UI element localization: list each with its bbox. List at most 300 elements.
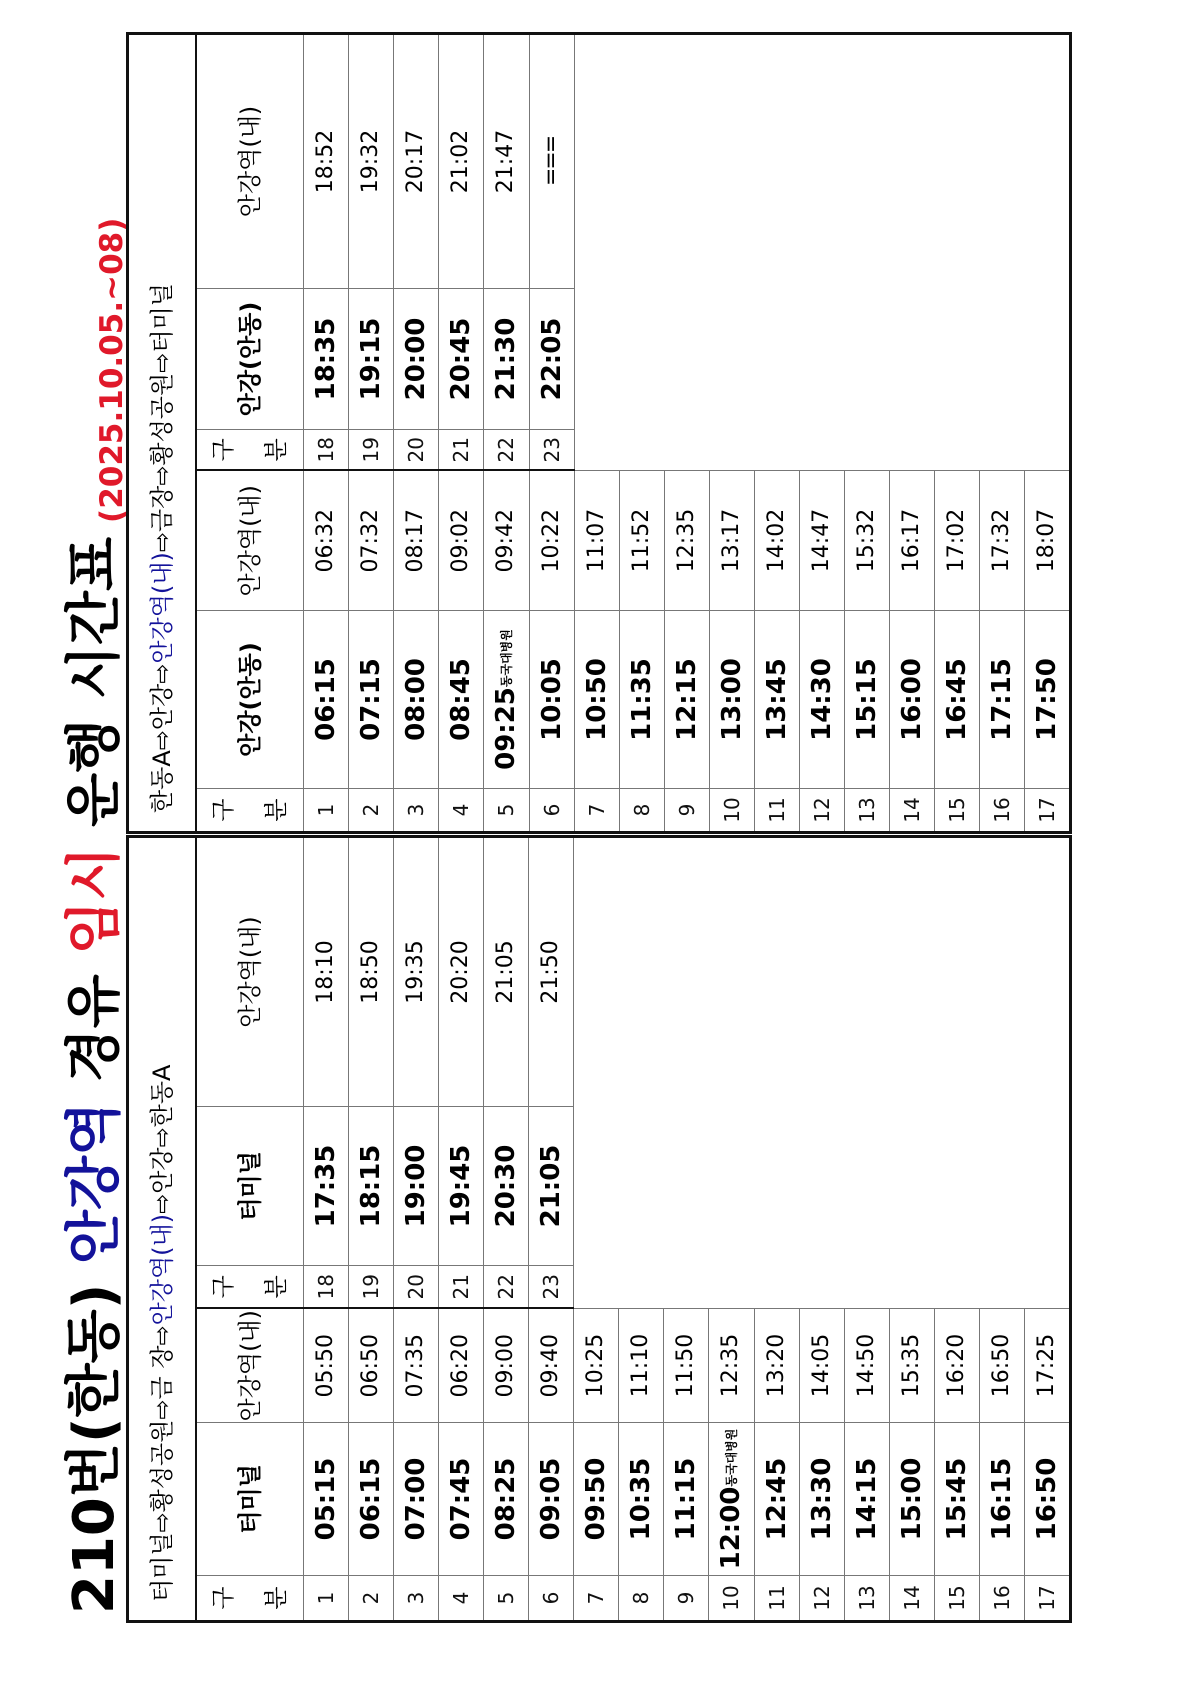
departure-time [889,1423,934,1576]
row-number [799,1576,844,1622]
row-number [934,789,979,833]
row-number-text: 20 [404,1274,428,1300]
station-time-text: 16:20 [943,1333,969,1398]
table-row [439,837,484,1622]
row-number-text: 16 [989,797,1014,823]
row-number-text: 12 [809,797,834,823]
departure-time-text: 16:15 [986,1457,1017,1541]
title-station: 안강역 [62,1101,127,1265]
station-time [709,471,754,611]
departure-time-text: 21:05 [536,1144,566,1228]
route-part: 터미널⇨황성공원⇨금 장⇨ [148,1325,176,1602]
departure-time [934,1423,979,1576]
station-time-text: 15:35 [898,1333,924,1398]
row-number [889,789,934,833]
row-number [304,430,349,471]
departure-time [889,611,934,789]
station-time-text: 12:35 [673,508,699,573]
station-time-text: === [538,136,564,187]
row-number-text: 23 [539,1274,563,1300]
row-number [484,789,530,833]
row-number-text: 14 [899,797,924,823]
station-time-text: 11:52 [628,508,654,573]
station-time [484,1309,529,1423]
station-time [934,471,979,611]
station-time-text: 18:07 [1033,508,1059,573]
row-number-text: 8 [629,1591,653,1605]
row-number-text: 23 [539,437,564,463]
header-angang: 안강(안동) [196,289,304,430]
station-time-text: 10:25 [583,1333,608,1398]
header-anganguk: 안강역(내) [196,837,304,1107]
empty-area [574,33,1070,470]
row-number-text: 22 [494,1274,518,1300]
station-time [349,471,394,611]
departure-time-text: 11:15 [671,1457,701,1541]
row-number-text: 9 [674,803,699,817]
departure-time [349,289,394,430]
departure-time [574,1423,619,1576]
departure-time-text: 18:15 [356,1144,386,1228]
station-time-text: 17:32 [988,508,1014,573]
departure-time [394,611,439,789]
departure-time-text: 20:00 [401,317,431,401]
table-row [304,837,349,1622]
station-time [304,471,349,611]
departure-time-text: 10:50 [581,658,612,741]
departure-time-text: 20:30 [491,1144,521,1228]
row-number-text: 11 [764,1585,789,1611]
departure-time-text: 10:35 [626,1457,656,1541]
row-number-text: 10 [719,797,744,823]
table-row [574,33,619,832]
row-number [934,1576,979,1622]
row-number-text: 14 [899,1585,924,1611]
station-time-text: 08:17 [403,509,428,573]
row-number [394,789,439,833]
table-row [574,837,619,1622]
row-number [979,1576,1024,1622]
station-time-text: 15:32 [853,508,879,573]
station-time-text: 21:02 [448,129,473,194]
departure-time [709,1423,755,1576]
departure-time [979,1423,1024,1576]
departure-time-text: 09:05 [536,1457,566,1541]
station-time-text: 09:02 [448,509,473,573]
row-number [1024,1576,1070,1622]
departure-time-text: 19:45 [446,1144,476,1228]
table-row [439,33,484,832]
station-time-text: 19:35 [403,940,428,1004]
station-time-text: 18:52 [313,129,338,194]
station-time-text: 09:40 [538,1334,563,1398]
row-number [889,1576,934,1622]
row-number-text: 8 [629,803,654,817]
station-time-text: 11:50 [673,1333,698,1398]
station-time [349,1309,394,1423]
station-time [394,33,439,288]
station-time [394,1309,439,1423]
station-time-text: 14:02 [763,508,789,573]
station-time-text: 21:05 [493,940,518,1004]
row-number-text: 7 [584,803,609,817]
row-number [394,1266,439,1309]
row-number [754,1576,799,1622]
departure-time [439,1107,484,1266]
table-row [529,33,574,832]
row-number-text: 6 [539,803,564,817]
departure-time [484,289,530,430]
row-number [529,430,574,471]
row-number-text: 17 [1034,797,1059,823]
route-part: ⇨금장⇨황성공원⇨터미널 [148,283,176,553]
route-description [128,33,197,832]
departure-time-text: 05:15 [311,1457,341,1541]
departure-time [349,1107,394,1266]
departure-time-text: 14:30 [806,658,837,741]
schedule-table-terminal-to-handong [126,835,1072,1623]
table-row [349,33,394,832]
departure-time-text: 15:15 [851,658,882,741]
row-number [349,1576,394,1622]
row-number-text: 19 [359,437,383,463]
departure-time-text: 19:15 [356,317,386,401]
departure-time [844,611,889,789]
station-time [979,471,1024,611]
station-time [1024,1309,1070,1423]
row-number [439,430,484,471]
title-route: 210번(한동) [62,1264,127,1614]
departure-time-text: 10:05 [536,658,567,741]
row-number [439,1576,484,1622]
station-time [754,471,799,611]
station-time [484,33,530,288]
station-time-text: 14:47 [808,508,834,573]
station-time-text: 16:17 [898,508,924,573]
station-time [574,471,619,611]
station-time-text: 06:20 [448,1334,473,1398]
station-time-text: 07:32 [358,509,383,573]
row-number-text: 21 [449,1274,473,1300]
row-number [529,1266,574,1309]
row-number-text: 17 [1034,1585,1059,1611]
departure-time [349,611,394,789]
departure-time-text: 08:00 [401,658,431,741]
row-number-text: 15 [944,797,969,823]
row-number [439,1266,484,1309]
departure-time-text: 16:45 [941,658,972,741]
station-time [529,1309,574,1423]
departure-time-text: 13:45 [761,658,792,741]
departure-time-text: 06:15 [356,1457,386,1541]
station-time-text: 13:17 [718,508,744,573]
departure-time-text: 07:45 [446,1457,476,1541]
station-time-text: 18:50 [358,940,383,1004]
header-gu: 구분 [196,1266,304,1309]
station-time [1024,471,1070,611]
station-time [529,33,574,288]
table-row [529,837,574,1622]
title-temporary: 임시 [62,846,127,955]
row-number [304,1266,349,1309]
header-gu: 구분 [196,1576,304,1622]
station-time-text: 09:00 [493,1334,518,1398]
title-schedule: 운행 시간표 [62,536,127,847]
row-number-text: 22 [494,437,519,463]
station-time-text: 11:10 [628,1333,653,1398]
departure-time-text: 08:45 [446,658,476,741]
header-angang: 안강(안동) [196,611,304,789]
departure-time [619,611,664,789]
row-number [439,789,484,833]
departure-time [484,1423,529,1576]
row-number-text: 19 [359,1274,383,1300]
row-number [394,1576,439,1622]
departure-time [934,611,979,789]
departure-time [529,1423,574,1576]
header-terminal: 터미널 [196,1423,304,1576]
header-anganguk: 안강역(내) [196,1309,304,1423]
row-number-text: 6 [539,1591,563,1605]
route-station: 안강역(내) [148,552,176,664]
station-time [529,471,574,611]
departure-time [754,611,799,789]
row-number [619,789,664,833]
row-number-text: 18 [314,437,338,463]
departure-time-text: 21:30 [491,317,522,401]
table-row [304,33,349,832]
station-time-text: 13:20 [763,1333,789,1398]
departure-time-text: 07:00 [401,1457,431,1541]
row-number-text: 3 [404,1591,428,1605]
departure-time [529,611,574,789]
station-time [664,1309,709,1423]
station-time [529,837,574,1107]
station-time-text: 06:50 [358,1334,383,1398]
row-number [394,430,439,471]
departure-time-text: 19:00 [401,1144,431,1228]
hospital-note: 동국대병원 [724,1428,739,1487]
departure-time [349,1423,394,1576]
row-number [979,789,1024,833]
title-via: 경유 [62,954,127,1102]
station-time [304,33,349,288]
departure-time [574,611,619,789]
station-time-text: 10:22 [538,509,564,573]
row-number-text: 13 [854,1585,879,1611]
row-number-text: 2 [359,1591,383,1605]
departure-time-text: 07:15 [356,658,386,741]
station-time [844,1309,889,1423]
header-anganguk: 안강역(내) [196,471,304,611]
route-station: 안강역(내) [148,1213,176,1326]
station-time-text: 14:50 [853,1333,879,1398]
station-time [394,837,439,1107]
row-number-text: 4 [449,1591,473,1605]
row-number [844,789,889,833]
station-time [349,837,394,1107]
departure-time [304,1107,349,1266]
station-time [889,471,934,611]
station-time-text: 05:50 [313,1334,338,1398]
station-time-text: 11:07 [583,508,609,573]
row-number-text: 21 [449,437,473,463]
row-number [709,1576,755,1622]
departure-time-text: 17:15 [986,658,1017,741]
row-number [529,789,574,833]
departure-time-text: 18:35 [311,317,341,401]
row-number [574,789,619,833]
station-time-text: 21:50 [538,940,563,1004]
row-number [484,430,530,471]
station-time-text: 20:17 [403,129,428,194]
station-time [619,1309,664,1423]
row-number [349,1266,394,1309]
departure-time [394,1107,439,1266]
table-row [484,33,530,832]
departure-time [664,611,709,789]
row-number-text: 15 [944,1585,969,1611]
departure-time [619,1423,664,1576]
station-time-text: 17:02 [943,508,969,573]
departure-time-text: 11:35 [626,658,657,741]
station-time [934,1309,979,1423]
station-time-text: 06:32 [313,509,338,573]
station-time-text: 16:50 [988,1333,1014,1398]
departure-time [799,611,844,789]
table-row [394,837,439,1622]
route-description [128,837,197,1622]
departure-time-text: 09:25 [491,687,521,770]
table-row [484,837,529,1622]
departure-time [304,611,349,789]
row-number-text: 9 [674,1591,698,1605]
departure-time [529,1107,574,1266]
departure-time [664,1423,709,1576]
departure-time-text: 16:00 [896,658,927,741]
row-number-text: 12 [809,1585,834,1611]
departure-time [979,611,1024,789]
station-time [484,837,529,1107]
station-time-text: 14:05 [808,1333,834,1398]
station-time-text: 20:20 [448,940,473,1004]
row-number [844,1576,889,1622]
station-time [574,1309,619,1423]
departure-time-text: 20:45 [446,317,476,401]
row-number [1024,789,1070,833]
row-number-text: 4 [449,803,473,817]
row-number-text: 13 [854,797,879,823]
row-number-text: 5 [494,803,519,817]
row-number-text: 10 [719,1585,744,1611]
departure-time [439,611,484,789]
row-number [664,1576,709,1622]
departure-time-text: 12:45 [761,1457,792,1541]
departure-time-text: 17:50 [1031,658,1062,741]
row-number [484,1266,529,1309]
row-number-text: 1 [314,1591,338,1605]
departure-time [529,289,574,430]
header-gu: 구분 [196,789,304,833]
departure-time-text: 13:00 [716,658,747,741]
station-time-text: 07:35 [403,1334,428,1398]
hospital-note: 동국대병원 [499,629,514,688]
station-time [664,471,709,611]
row-number [754,789,799,833]
departure-time-text: 16:50 [1031,1457,1062,1541]
departure-time [439,1423,484,1576]
departure-time-text: 15:45 [941,1457,972,1541]
departure-time [754,1423,799,1576]
row-number [574,1576,619,1622]
empty-area [574,837,1071,1309]
departure-time [394,1423,439,1576]
station-time [394,471,439,611]
departure-time-text: 12:15 [671,658,702,741]
row-number [304,789,349,833]
route-part: 한동A⇨안강⇨ [148,663,176,813]
row-number [304,1576,349,1622]
row-number [619,1576,664,1622]
station-time [979,1309,1024,1423]
departure-time-text: 17:35 [311,1144,341,1228]
departure-time [484,611,530,789]
departure-time-text: 12:00 [716,1486,746,1570]
row-number-text: 20 [404,437,428,463]
row-number [709,789,754,833]
schedule-table-handong-to-terminal [126,32,1072,834]
station-time-text: 17:25 [1033,1333,1059,1398]
station-time [709,1309,755,1423]
departure-time-text: 15:00 [896,1457,927,1541]
departure-time [304,289,349,430]
departure-time [484,1107,529,1266]
departure-time-text: 06:15 [311,658,341,741]
station-time [439,471,484,611]
row-number-text: 16 [989,1585,1014,1611]
station-time [349,33,394,288]
station-time-text: 12:35 [718,1333,744,1398]
departure-time-text: 09:50 [581,1457,611,1541]
station-time [619,471,664,611]
page-title [50,0,130,1614]
station-time [889,1309,934,1423]
departure-time [844,1423,889,1576]
departure-time [439,289,484,430]
station-time-text: 18:10 [313,940,338,1004]
row-number-text: 2 [359,803,383,817]
station-time [754,1309,799,1423]
table-row [349,837,394,1622]
header-anganguk: 안강역(내) [196,33,304,288]
station-time [439,1309,484,1423]
station-time [439,33,484,288]
row-number [484,1576,529,1622]
station-time-text: 09:42 [493,509,519,573]
row-number [799,789,844,833]
station-time [844,471,889,611]
row-number-text: 5 [494,1591,518,1605]
title-date: (2025.10.05.~08) [94,217,130,523]
row-number-text: 11 [764,797,789,823]
station-time [484,471,530,611]
row-number-text: 1 [314,803,338,817]
departure-time-text: 14:15 [851,1457,882,1541]
row-number-text: 7 [584,1591,608,1605]
departure-time-text: 13:30 [806,1457,837,1541]
departure-time [799,1423,844,1576]
station-time [799,1309,844,1423]
